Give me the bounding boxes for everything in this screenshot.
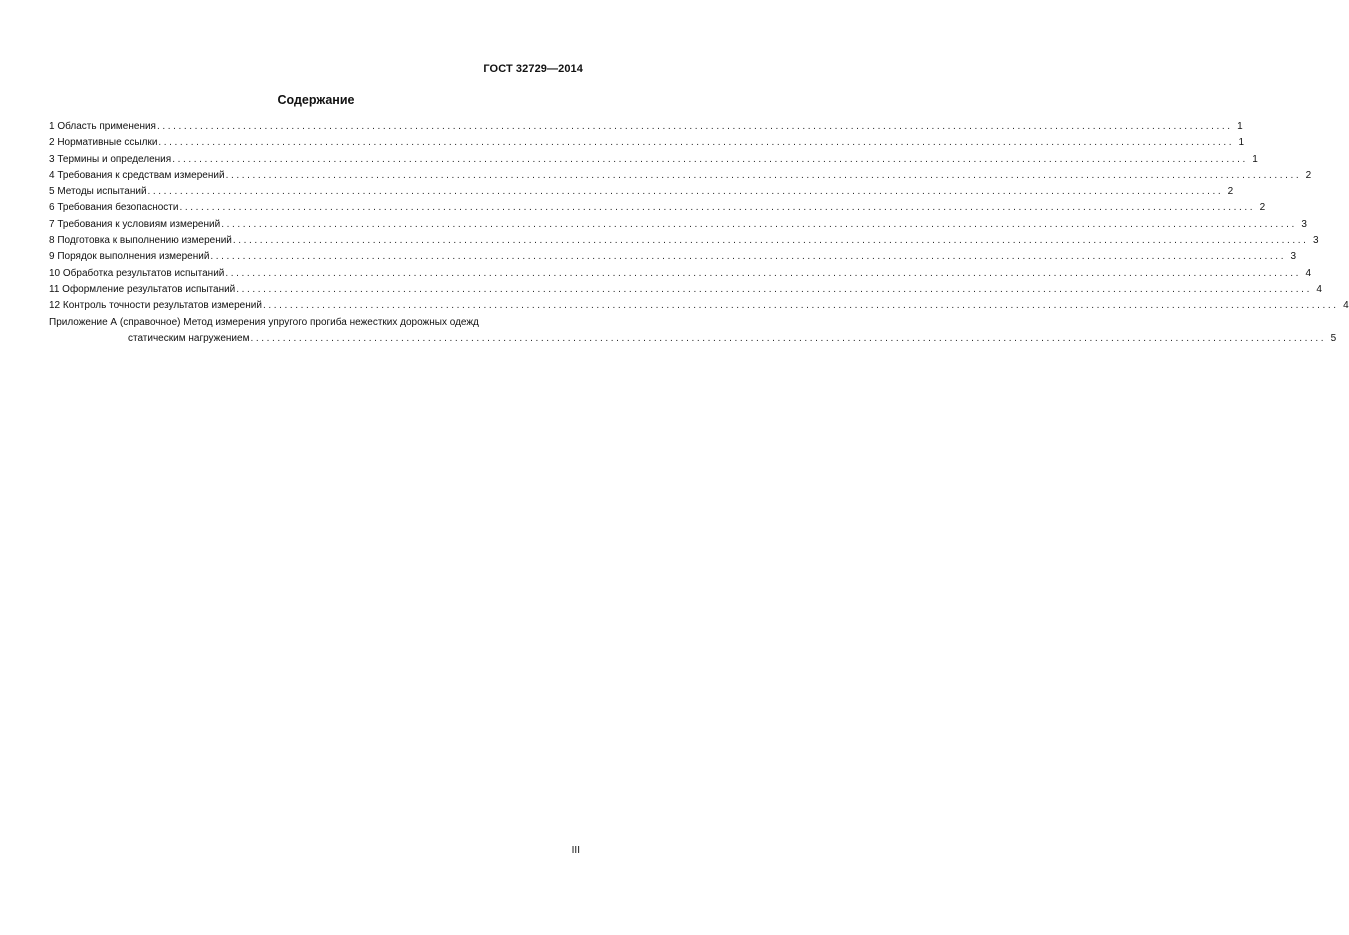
toc-entry-label: 11 Оформление результатов испытаний bbox=[49, 283, 236, 295]
table-of-contents bbox=[49, 119, 1349, 347]
toc-entry-page: 5 bbox=[1330, 332, 1337, 344]
dot-leader: ........................................................................................................................................................................................................ bbox=[147, 186, 1224, 198]
dot-leader: ........................................................................................................................................................................................................ bbox=[179, 202, 1256, 214]
dot-leader: ........................................................................................................................................................................................................ bbox=[210, 251, 1287, 263]
toc-entry-label: 4 Требования к средствам измерений bbox=[49, 169, 225, 181]
toc-entry-page: 3 bbox=[1290, 251, 1297, 263]
toc-entry-5[interactable] bbox=[49, 184, 1234, 200]
toc-entry-label: 12 Контроль точности результатов измерений bbox=[49, 300, 262, 312]
appendix-title-line2-row bbox=[49, 331, 1337, 347]
toc-entry-9[interactable] bbox=[49, 249, 1297, 265]
toc-entry-label: 6 Требования безопасности bbox=[49, 202, 179, 214]
appendix-title-line1: Приложение А (справочное) Метод измерения упругого прогиба нежестких дорожных одежд bbox=[49, 316, 479, 328]
toc-entry-2[interactable] bbox=[49, 135, 1245, 151]
toc-entry-page: 1 bbox=[1252, 153, 1258, 165]
toc-entry-page: 1 bbox=[1238, 137, 1245, 149]
toc-entry-label: 1 Область применения bbox=[49, 121, 156, 132]
toc-entry-page: 1 bbox=[1237, 121, 1243, 132]
toc-entry-label: 3 Термины и определения bbox=[49, 153, 172, 165]
toc-entry-label: 8 Подготовка к выполнению измерений bbox=[49, 235, 232, 247]
dot-leader: ........................................................................................................................................................................................................ bbox=[236, 283, 1312, 295]
page-number: III bbox=[571, 845, 580, 856]
toc-entry-page: 2 bbox=[1227, 186, 1234, 198]
dot-leader: ........................................................................................................................................................................................................ bbox=[172, 153, 1248, 165]
toc-entry-4[interactable] bbox=[49, 168, 1312, 184]
toc-entry-1[interactable] bbox=[49, 119, 1243, 135]
toc-entry-10[interactable] bbox=[49, 266, 1312, 282]
toc-entry-label: 2 Нормативные ссылки bbox=[49, 137, 158, 149]
toc-entry-label: 10 Обработка результатов испытаний bbox=[49, 267, 225, 279]
toc-entry-page: 4 bbox=[1316, 283, 1322, 295]
toc-entry-page: 3 bbox=[1313, 235, 1319, 247]
toc-entry-3[interactable] bbox=[49, 152, 1258, 168]
toc-entry-6[interactable] bbox=[49, 200, 1266, 216]
document-code: ГОСТ 32729—2014 bbox=[483, 63, 583, 75]
dot-leader: ........................................................................................................................................................................................................ bbox=[221, 218, 1297, 230]
dot-leader: ........................................................................................................................................................................................................ bbox=[156, 121, 1233, 132]
toc-entry-7[interactable] bbox=[49, 217, 1307, 233]
dot-leader: ........................................................................................................................................................................................................ bbox=[225, 267, 1302, 279]
toc-entry-12[interactable] bbox=[49, 298, 1349, 314]
toc-entry-page: 4 bbox=[1305, 267, 1312, 279]
toc-entry-page: 2 bbox=[1259, 202, 1266, 214]
dot-leader: ........................................................................................................................................................................................................ bbox=[225, 169, 1302, 181]
appendix-title-line2: статическим нагружением bbox=[128, 332, 250, 344]
toc-entry-page: 2 bbox=[1305, 169, 1312, 181]
toc-entry-appendix-a[interactable] bbox=[49, 315, 1337, 348]
dot-leader: ........................................................................................................................................................................................................ bbox=[262, 300, 1339, 312]
toc-entry-page: 4 bbox=[1343, 300, 1349, 312]
toc-entry-11[interactable] bbox=[49, 282, 1322, 298]
toc-entry-8[interactable] bbox=[49, 233, 1319, 249]
toc-title: Содержание bbox=[277, 93, 355, 107]
dot-leader: ........................................................................................................................................................................................................ bbox=[158, 137, 1235, 149]
dot-leader: ........................................................................................................................................................................................................ bbox=[232, 235, 1309, 247]
toc-entry-page: 3 bbox=[1301, 218, 1307, 230]
toc-entry-label: 5 Методы испытаний bbox=[49, 186, 147, 198]
toc-entry-label: 9 Порядок выполнения измерений bbox=[49, 251, 210, 263]
toc-entry-label: 7 Требования к условиям измерений bbox=[49, 218, 221, 230]
dot-leader: ........................................................................................................................................................................................................ bbox=[250, 332, 1327, 344]
